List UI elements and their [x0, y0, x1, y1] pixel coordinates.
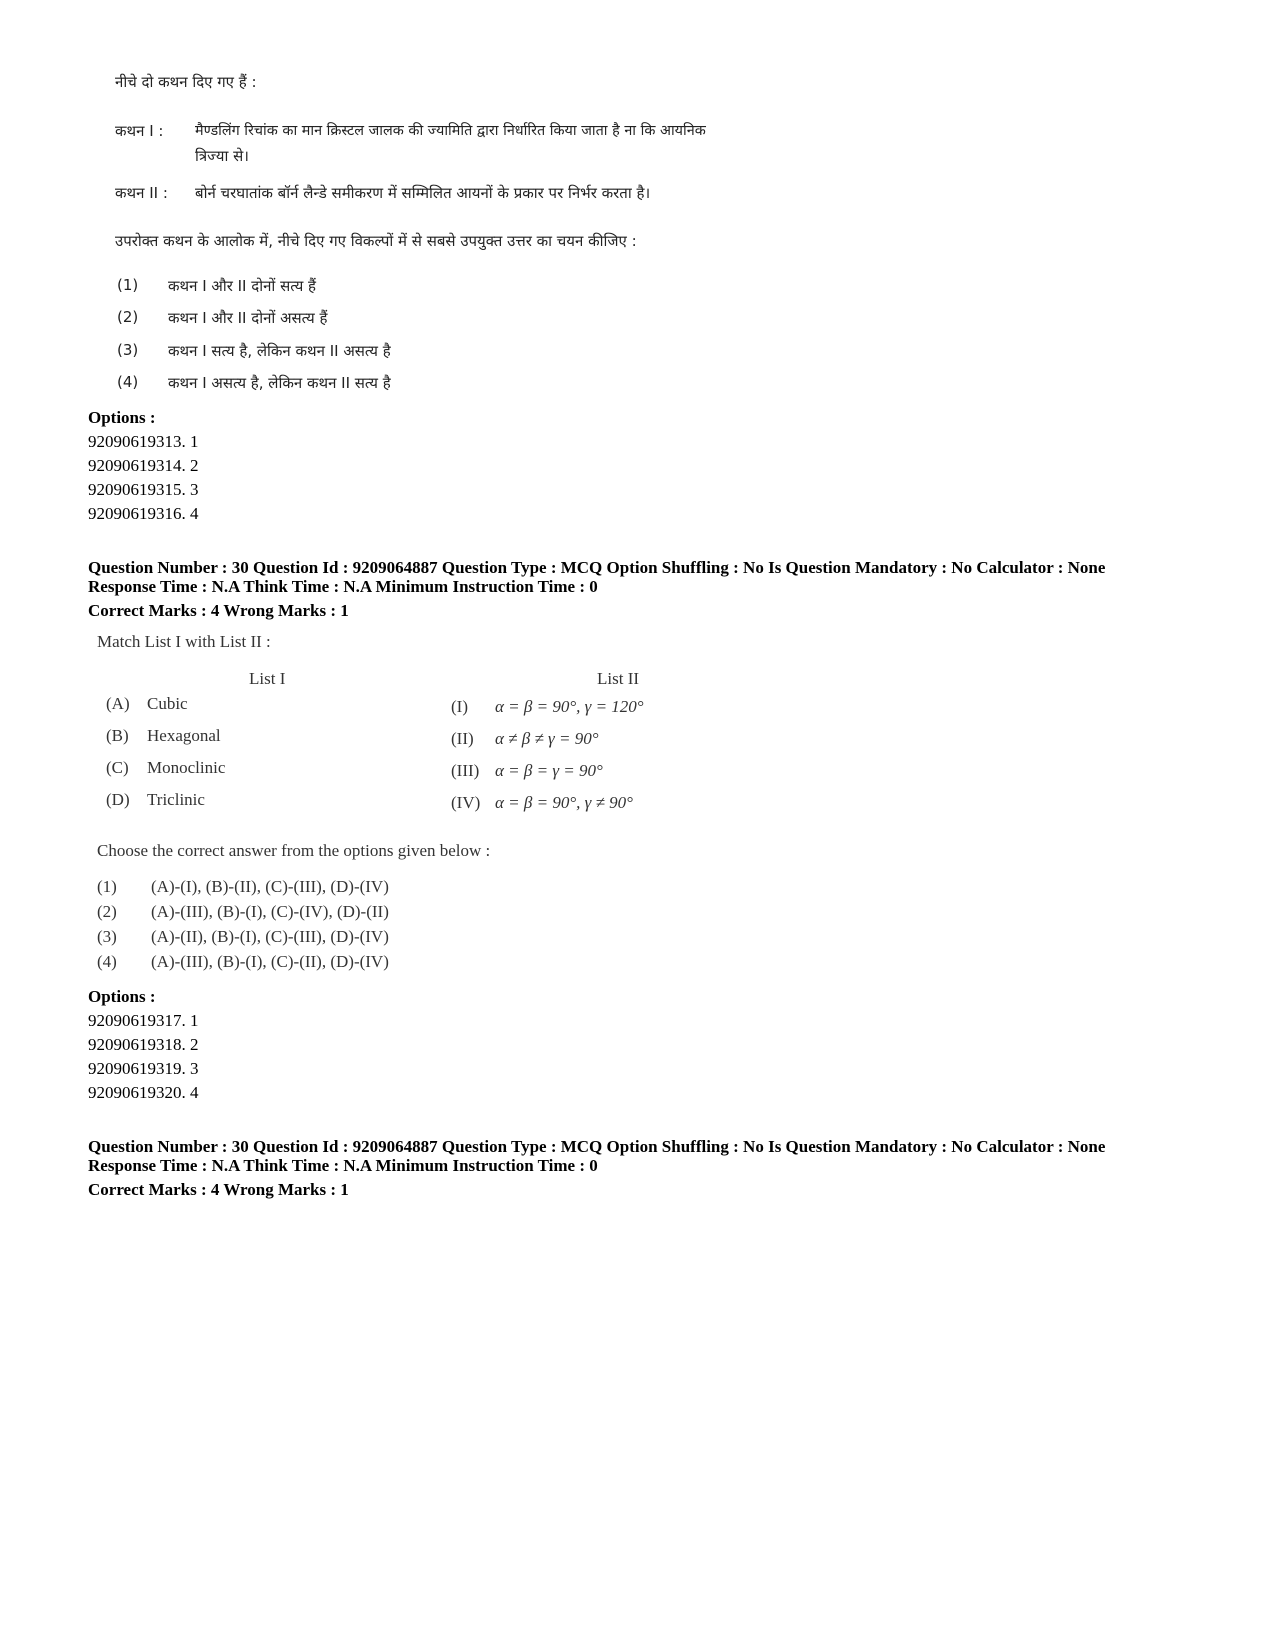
intro-text: नीचे दो कथन दिए गए हैं :: [115, 73, 257, 91]
statement2-label: कथन II :: [115, 184, 168, 202]
choice-text: (A)-(III), (B)-(I), (C)-(IV), (D)-(II): [151, 902, 389, 921]
options-title: Options :: [88, 408, 156, 427]
option-line: 92090619319. 3: [88, 1059, 199, 1078]
choice-text: कथन I और II दोनों असत्य हैं: [168, 309, 328, 327]
option-line: 92090619313. 1: [88, 432, 199, 451]
statement2-text: बोर्न चरघातांक बॉर्न लैन्डे समीकरण में सम्मिलित आयनों के प्रकार पर निर्भर करता है।: [195, 184, 651, 202]
choice-number: (4): [117, 373, 139, 391]
list2-label: (III): [451, 761, 480, 780]
choice-number: (1): [117, 276, 139, 294]
option-line: 92090619314. 2: [88, 456, 199, 475]
list2-header: List II: [597, 669, 640, 688]
choice-number: (3): [97, 927, 117, 946]
match-prompt: Match List I with List II :: [97, 632, 271, 651]
list2-item: α = β = 90°, γ = 120°: [495, 697, 644, 716]
list2-item: α = β = γ = 90°: [495, 761, 603, 780]
question-marks: Correct Marks : 4 Wrong Marks : 1: [88, 601, 349, 620]
question-meta-line2: Response Time : N.A Think Time : N.A Minimum Instruction Time : 0: [88, 1156, 598, 1175]
statement1-label: कथन I :: [115, 122, 164, 140]
instruction-text: उपरोक्त कथन के आलोक में, नीचे दिए गए विकल्पों में से सबसे उपयुक्त उत्तर का चयन कीजिए :: [115, 232, 637, 250]
statement1-line2: त्रिज्या से।: [195, 147, 249, 165]
question-meta-line1: Question Number : 30 Question Id : 9209064887 Question Type : MCQ Option Shuffling : No Is Question Mandatory : No Calculator : None: [88, 558, 1106, 577]
choice-text: कथन I असत्य है, लेकिन कथन II सत्य है: [168, 374, 391, 392]
list1-header: List I: [249, 669, 286, 688]
option-line: 92090619316. 4: [88, 504, 199, 523]
list2-label: (IV): [451, 793, 481, 812]
list2-label: (II): [451, 729, 474, 748]
list1-label: (D): [106, 790, 130, 809]
list2-item: α = β = 90°, γ ≠ 90°: [495, 793, 633, 812]
list1-item: Monoclinic: [147, 758, 226, 777]
choice-text: (A)-(III), (B)-(I), (C)-(II), (D)-(IV): [151, 952, 389, 971]
choice-number: (1): [97, 877, 117, 896]
instruction-text: Choose the correct answer from the options given below :: [97, 841, 491, 860]
list1-label: (C): [106, 758, 129, 777]
list2-item: α ≠ β ≠ γ = 90°: [495, 729, 599, 748]
option-line: 92090619320. 4: [88, 1083, 199, 1102]
choice-text: कथन I सत्य है, लेकिन कथन II असत्य है: [168, 342, 391, 360]
choice-number: (2): [97, 902, 117, 921]
choice-text: कथन I और II दोनों सत्य हैं: [168, 277, 317, 295]
options-title: Options :: [88, 987, 156, 1006]
choice-text: (A)-(I), (B)-(II), (C)-(III), (D)-(IV): [151, 877, 389, 896]
choice-number: (3): [117, 341, 139, 359]
question-meta-line2: Response Time : N.A Think Time : N.A Minimum Instruction Time : 0: [88, 577, 598, 596]
list1-item: Cubic: [147, 694, 188, 713]
list1-label: (B): [106, 726, 129, 745]
option-line: 92090619318. 2: [88, 1035, 199, 1054]
question-meta-line1: Question Number : 30 Question Id : 9209064887 Question Type : MCQ Option Shuffling : No Is Question Mandatory : No Calculator : None: [88, 1137, 1106, 1156]
list1-item: Hexagonal: [147, 726, 221, 745]
statement1-line1: मैण्डलिंग रिचांक का मान क्रिस्टल जालक की ज्यामिति द्वारा निर्धारित किया जाता है ना कि आयनिक: [195, 123, 706, 139]
choice-number: (4): [97, 952, 117, 971]
list1-label: (A): [106, 694, 130, 713]
option-line: 92090619315. 3: [88, 480, 199, 499]
choice-number: (2): [117, 308, 139, 326]
list1-item: Triclinic: [147, 790, 205, 809]
option-line: 92090619317. 1: [88, 1011, 199, 1030]
list2-label: (I): [451, 697, 468, 716]
choice-text: (A)-(II), (B)-(I), (C)-(III), (D)-(IV): [151, 927, 389, 946]
question-marks: Correct Marks : 4 Wrong Marks : 1: [88, 1180, 349, 1199]
